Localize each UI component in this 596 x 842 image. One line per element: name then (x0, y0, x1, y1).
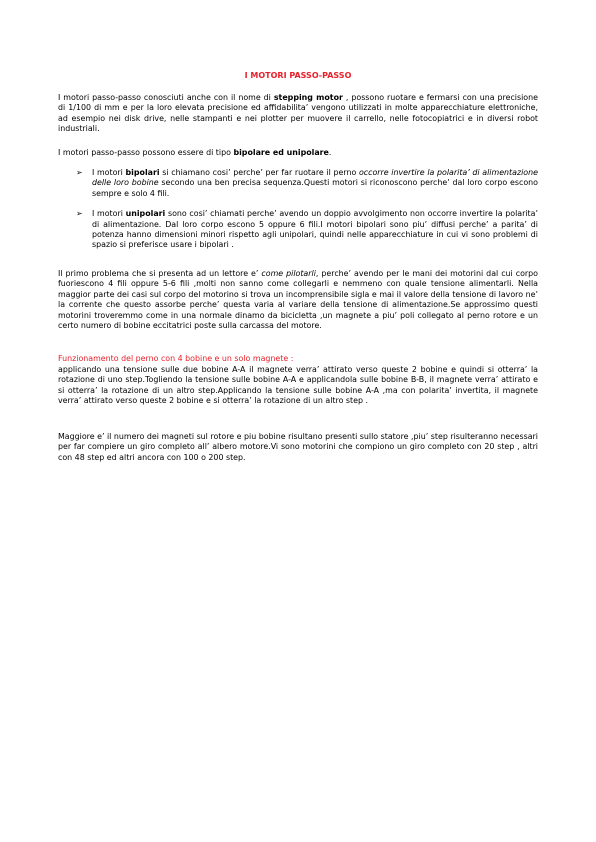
paragraph-problem (58, 269, 538, 331)
paragraph-types-text-a: I motori passo-passo possono essere di tipo (58, 148, 234, 157)
paragraph-types-bold: bipolare ed unipolare (233, 148, 329, 157)
paragraph-intro (58, 93, 538, 135)
arrow-bullet-icon: ➢ (76, 168, 83, 177)
list-item-bold: bipolari (125, 168, 160, 177)
list-item-italic: occorre invertire la polarita’ di alimentazione delle loro bobine (92, 168, 538, 188)
paragraph-intro-bold: stepping motor (273, 93, 343, 102)
paragraph-problem-text-c: , perche’ avendo per le mani dei motorini dal cui corpo fuoriescono 4 fili oppure 5-6 fili ,molti non sanno come collegarli e nemmeno con quale tensione alimentarli. Nella maggior parte dei casi sul corpo del motorino si trova un incomprensibile sigla e mai il valore della tensione di lavoro ne’ la corrente che questo assorbe perche’ questa varia al variare della tensione di alimentazione.Se approssimo questi motorini troveremmo come in una normale dinamo da bicicletta ,un magnete a piu’ poli collegato al perno rotore e un certo numero di bobine eccitatrici poste sulla carcassa del motore. (58, 269, 538, 331)
paragraph-types (58, 148, 538, 158)
list-item-text-a: I motori (92, 168, 126, 177)
paragraph-steps: Maggiore e’ il numero dei magneti sul rotore e piu bobine risultano presenti sullo statore ,piu’ step risulteranno necessari per far compiere un giro completo all’ albero motore.Vi sono motorini che compiono un giro completo con 20 step , altri con 48 step ed altri ancora con 100 o 200 step. (58, 432, 538, 462)
page-title: I MOTORI PASSO-PASSO (244, 71, 352, 80)
list-item-unipolar (76, 209, 538, 251)
arrow-bullet-icon: ➢ (76, 209, 83, 219)
list-item-text-c: si chiamano cosi’ perche’ per far ruotare il perno (159, 168, 359, 177)
paragraph-problem-italic: come pilotarli (261, 269, 316, 278)
paragraph-problem-text-a: Il primo problema che si presenta ad un lettore e’ (58, 269, 262, 278)
paragraph-operation: applicando una tensione sulle due bobine A-A il magnete verra’ attirato verso queste 2 bobine e quindi si otterra’ la rotazione di uno step.Togliendo la tensione sulle bobine A-A e applicandola sulle bobine B-B, il magnete verra’ attirato e si otterra’ la rotazione di un altro step.Applicando la tensione sulle bobine A-A ,ma con polarita’ invertita, il magnete verra’ attirato verso queste 2 bobine e si otterra’ la rotazione di un altro step . (58, 365, 538, 406)
list-item-text-a: I motori (92, 209, 126, 219)
list-item-text-e: secondo una ben precisa sequenza.Questi motori si riconoscono perche’ dal loro corpo escono sempre e solo 4 fili. (92, 178, 538, 198)
list-item-bold: unipolari (125, 209, 166, 219)
section-heading: Funzionamento del perno con 4 bobine e un solo magnete : (58, 354, 294, 363)
paragraph-intro-text-c: , possono ruotare e fermarsi con una precisione di 1/100 di mm e per la loro elevata precisione ed affidabilita’ vengono utilizzati in molte apparecchiature elettroniche, ad esempio nei disk drive, nelle stampanti e nei plotter per muovere il carrello, nelle fotocopiatrici e in diversi robot industriali. (58, 93, 538, 134)
list-item-bipolar (76, 168, 538, 199)
list-item-text-c: sono cosi’ chiamati perche’ avendo un doppio avvolgimento non occorre invertire la polarita’ di alimentazione. Dal loro corpo escono 5 oppure 6 fili.I motori bipolari sono piu’ diffusi perche’ a parita’ di potenza hanno dimensioni minori rispetto agli unipolari, quindi nelle apparecchiature in cui vi sono problemi di spazio si preferisce usare i bipolari . (92, 209, 538, 250)
motor-types-list (76, 168, 538, 261)
paragraph-types-text-c: . (328, 148, 332, 157)
paragraph-intro-text-a: I motori passo-passo conosciuti anche con il nome di (58, 93, 274, 102)
